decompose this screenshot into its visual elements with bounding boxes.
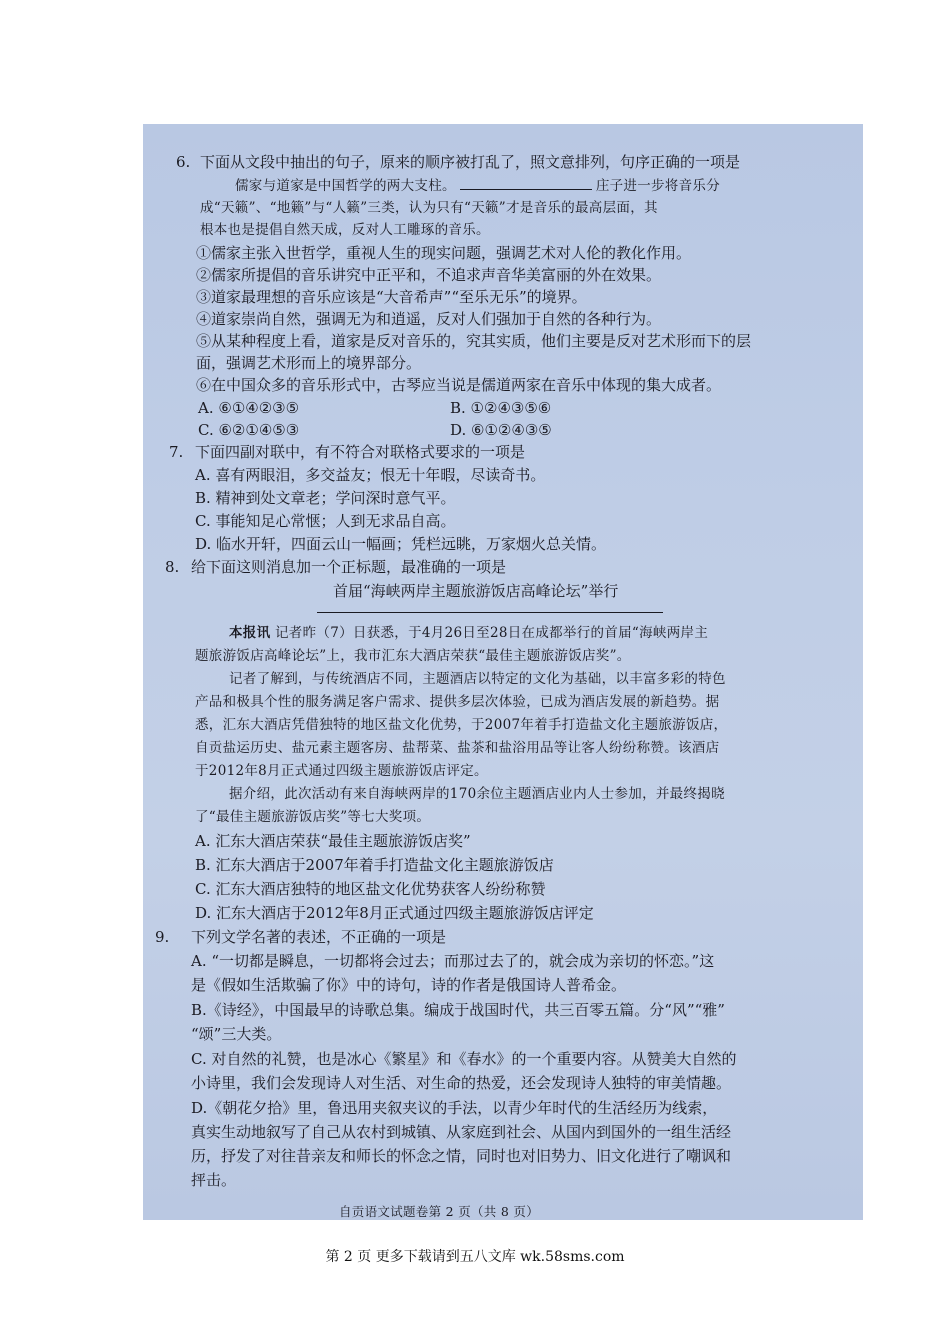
q8-option-d: D. 汇东大酒店于2012年8月正式通过四级主题旅游饭店评定 — [195, 904, 594, 922]
q6-sentence-2: ②儒家所提倡的音乐讲究中正平和，不追求声音华美富丽的外在效果。 — [196, 266, 662, 284]
scanned-exam-page — [143, 124, 863, 1220]
q6-sentence-5: ⑤从某种程度上看，道家是反对音乐的，究其实质，他们主要是反对艺术形而下的层 — [196, 332, 752, 350]
q9-line-2: 是《假如生活欺骗了你》中的诗句，诗的作者是俄国诗人普希金。 — [191, 976, 627, 994]
scan-page-footer: 自贡语文试题卷第 2 页（共 8 页） — [339, 1204, 539, 1219]
q7-option-c: C. 事能知足心常惬；人到无求品自高。 — [195, 512, 456, 530]
q8-news-line-8: 据介绍，此次活动有来自海峡两岸的170余位主题酒店业内人士参加，并最终揭晓 — [229, 786, 725, 802]
q8-news-line-5: 悉，汇东大酒店凭借独特的地区盐文化优势，于2007年着手打造盐文化主题旅游饭店， — [195, 717, 728, 733]
q6-passage-line-2: 成“天籁”、“地籁”与“人籁”三类，认为只有“天籁”才是音乐的最高层面，其 — [200, 200, 658, 216]
q7-option-d: D. 临水开轩，四面云山一幅画；凭栏远眺，万家烟火总关情。 — [195, 535, 607, 553]
q6-passage-l1b: 庄子进一步将音乐分 — [595, 178, 721, 194]
q6-sentence-5-cont: 面，强调艺术形而上的境界部分。 — [196, 354, 422, 372]
q8-option-b: B. 汇东大酒店于2007年着手打造盐文化主题旅游饭店 — [195, 856, 554, 874]
q6-option-c: C. ⑥②①④⑤③ — [198, 421, 300, 439]
question-9-stem: 下列文学名著的表述，不正确的一项是 — [191, 928, 447, 946]
question-7-number: 7. — [169, 443, 184, 461]
q8-option-c: C. 汇东大酒店独特的地区盐文化优势获客人纷纷称赞 — [195, 880, 546, 898]
q9-line-5: C. 对自然的礼赞，也是冰心《繁星》和《春水》的一个重要内容。从赞美大自然的 — [191, 1050, 737, 1068]
question-6-stem: 下面从文段中抽出的句子，原来的顺序被打乱了，照文意排列，句序正确的一项是 — [200, 153, 741, 171]
q8-option-a: A. 汇东大酒店荣获“最佳主题旅游饭店奖” — [195, 832, 471, 850]
q8-news-line-9: 了“最佳主题旅游饭店奖”等七大奖项。 — [195, 809, 431, 825]
answer-blank — [460, 175, 592, 190]
question-8-stem: 给下面这则消息加一个正标题，最准确的一项是 — [191, 558, 507, 576]
q9-line-8: 真实生动地叙写了自己从农村到城镇、从家庭到社会、从国内到国外的一组生活经 — [191, 1123, 732, 1141]
title-answer-line — [317, 612, 663, 613]
question-7-stem: 下面四副对联中，有不符合对联格式要求的一项是 — [195, 443, 526, 461]
q7-option-a: A. 喜有两眼泪，多交益友；恨无十年暇，尽读奇书。 — [195, 466, 546, 484]
q6-option-a: A. ⑥①④②③⑤ — [198, 399, 300, 417]
q6-sentence-1: ①儒家主张入世哲学，重视人生的现实问题，强调艺术对人伦的教化作用。 — [196, 244, 692, 262]
q6-option-d: D. ⑥①②④③⑤ — [450, 421, 552, 439]
question-8-number: 8. — [165, 558, 180, 576]
q6-sentence-3: ③道家最理想的音乐应该是“大音希声”“至乐无乐”的境界。 — [196, 288, 587, 306]
question-9-number: 9. — [155, 928, 170, 946]
q6-sentence-6: ⑥在中国众多的音乐形式中，古琴应当说是儒道两家在音乐中体现的集大成者。 — [196, 376, 722, 394]
q9-line-1: A. “一切都是瞬息，一切都将会过去；而那过去了的，就会成为亲切的怀恋。”这 — [191, 952, 715, 970]
q9-line-7: D.《朝花夕拾》里，鲁迅用夹叙夹议的手法，以青少年时代的生活经历为线索， — [191, 1099, 718, 1117]
q8-news-line-3: 记者了解到，与传统酒店不同，主题酒店以特定的文化为基础，以丰富多彩的特色 — [229, 671, 726, 687]
q9-line-4: “颂”三大类。 — [191, 1025, 282, 1043]
q8-news-line-1 — [229, 623, 708, 643]
q6-option-b: B. ①②④③⑤⑥ — [450, 399, 552, 417]
q6-passage-line-3: 根本也是提倡自然天成，反对人工雕琢的音乐。 — [200, 222, 490, 238]
q8-subtitle: 首届“海峡两岸主题旅游饭店高峰论坛”举行 — [333, 582, 619, 600]
q9-line-3: B.《诗经》，中国最早的诗歌总集。编成于战国时代，共三百零五篇。分“风”“雅” — [191, 1001, 725, 1019]
q6-sentence-4: ④道家崇尚自然，强调无为和逍遥，反对人们强加于自然的各种行为。 — [196, 310, 662, 328]
q9-line-9: 历，抒发了对往昔亲友和师长的怀念之情，同时也对旧势力、旧文化进行了嘲讽和 — [191, 1147, 732, 1165]
page-footer: 第 2 页 更多下载请到五八文库 wk.58sms.com — [325, 1249, 625, 1265]
q7-option-b: B. 精神到处文章老；学问深时意气平。 — [195, 489, 456, 507]
q8-news-line-7: 于2012年8月正式通过四级主题旅游饭店评定。 — [195, 763, 488, 779]
q8-news-line-6: 自贡盐运历史、盐元素主题客房、盐帮菜、盐茶和盐浴用品等让客人纷纷称赞。该酒店 — [195, 740, 720, 756]
news-l1-text: 记者昨（7）日获悉，于4月26日至28日在成都举行的首届“海峡两岸主 — [275, 625, 709, 641]
news-lead: 本报讯 — [229, 625, 271, 641]
question-6-number: 6. — [176, 153, 191, 171]
q9-line-6: 小诗里，我们会发现诗人对生活、对生命的热爱，还会发现诗人独特的审美情趣。 — [191, 1074, 732, 1092]
q8-news-line-2: 题旅游饭店高峰论坛”上，我市汇东大酒店荣获“最佳主题旅游饭店奖”。 — [195, 648, 631, 664]
q9-line-10: 抨击。 — [191, 1171, 237, 1189]
q6-passage-l1a: 儒家与道家是中国哲学的两大支柱。 — [235, 178, 456, 194]
q6-passage-line-1 — [235, 175, 720, 196]
q8-news-line-4: 产品和极具个性的服务满足客户需求、提供多层次体验，已成为酒店发展的新趋势。据 — [195, 694, 720, 710]
